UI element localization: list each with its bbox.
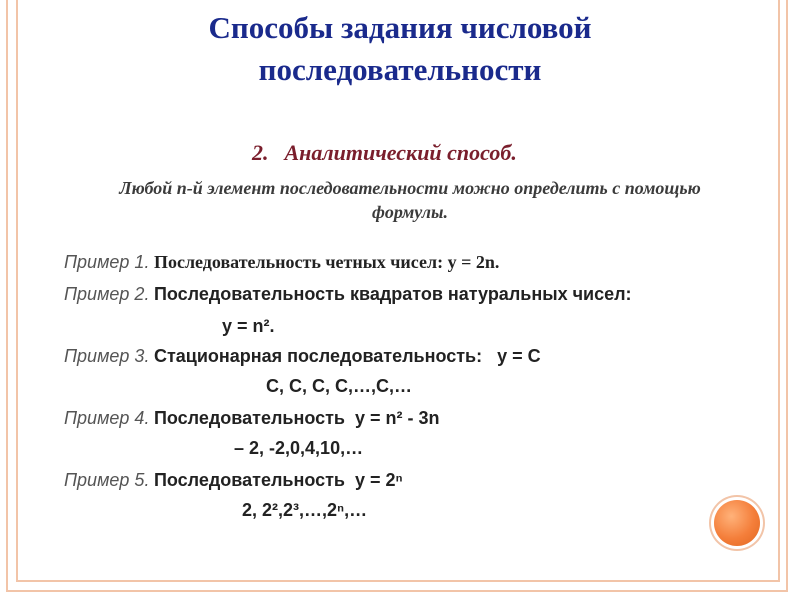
method-subtitle <box>252 140 517 166</box>
method-name: Аналитический способ. <box>284 140 517 165</box>
example-2-label: Пример 2. <box>64 284 150 304</box>
example-3-text: Стационарная последовательность: y = C <box>153 346 541 366</box>
example-4-sequence: – 2, -2,0,4,10,… <box>234 438 364 458</box>
example-4-label: Пример 4. <box>64 408 150 428</box>
example-1-label: Пример 1. <box>64 252 150 272</box>
example-5-label: Пример 5. <box>64 470 150 490</box>
method-number: 2. <box>252 140 269 165</box>
example-5-sequence: 2, 2²,2³,…,2ⁿ,… <box>242 500 368 520</box>
example-1 <box>64 252 499 273</box>
example-3-label: Пример 3. <box>64 346 150 366</box>
example-3-sequence: C, C, C, C,…,C,… <box>266 376 413 396</box>
example-1-text: Последовательность четных чисел: y = 2n. <box>153 252 500 272</box>
example-4 <box>64 408 440 429</box>
slide-title-line-1: Способы задания числовой <box>208 10 592 45</box>
example-2-text: Последовательность квадратов натуральных чисел: <box>153 284 632 304</box>
example-5 <box>64 470 403 491</box>
orange-circle-decoration <box>714 500 760 546</box>
example-3 <box>64 346 541 367</box>
example-2 <box>64 284 632 305</box>
example-2-formula: y = n². <box>222 316 275 336</box>
example-4-text: Последовательность y = n² - 3n <box>153 408 440 428</box>
slide-title-line-2: последовательности <box>258 52 542 87</box>
method-description: Любой n-й элемент последовательности можно определить с помощью формулы. <box>119 178 701 222</box>
example-5-text: Последовательность y = 2ⁿ <box>153 470 403 490</box>
